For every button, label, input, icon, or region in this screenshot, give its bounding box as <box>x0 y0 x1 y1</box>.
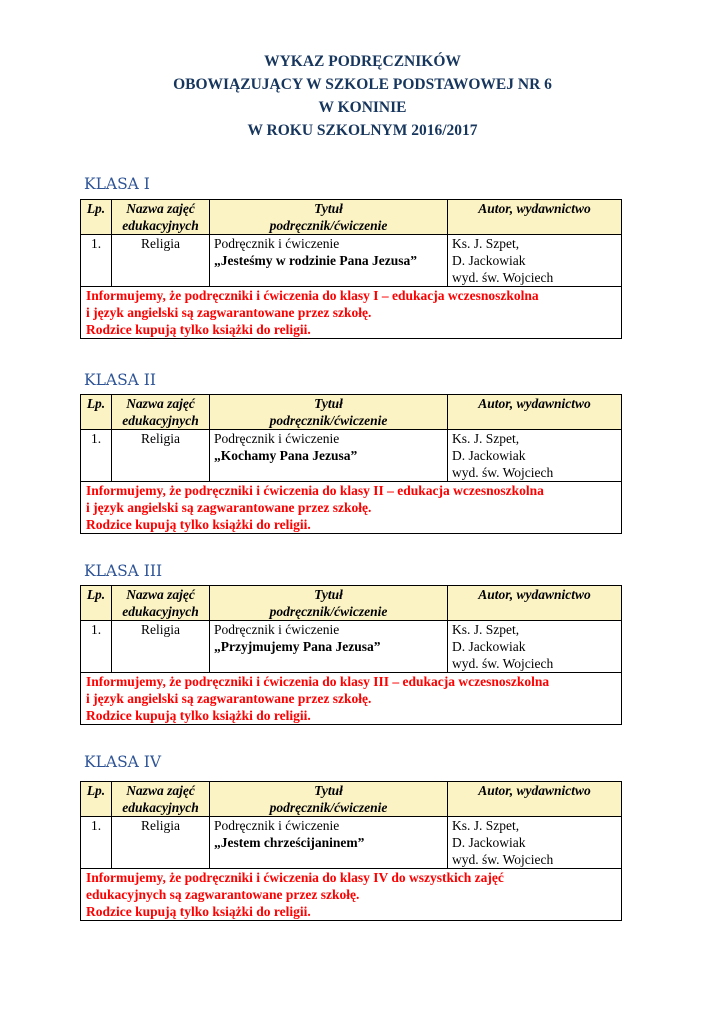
header-title-line: podręcznik/ćwiczenie <box>269 413 388 428</box>
header-lp-label: Lp. <box>86 201 106 216</box>
author-line: Ks. J. Szpet, <box>452 622 520 637</box>
cell-author <box>448 235 622 287</box>
header-subject <box>112 200 210 235</box>
book-title: „Jestem chrześcijaninem” <box>214 835 365 850</box>
title-line: W ROKU SZKOLNYM 2016/2017 <box>247 122 478 139</box>
table-row <box>81 621 622 673</box>
note-cell <box>81 287 622 339</box>
header-lp <box>81 200 112 235</box>
header-title-line: podręcznik/ćwiczenie <box>269 800 388 815</box>
title-line: OBOWIĄZUJĄCY W SZKOLE PODSTAWOWEJ NR 6 <box>173 76 552 93</box>
book-type: Podręcznik i ćwiczenie <box>214 431 340 446</box>
author-line: D. Jackowiak <box>452 253 526 268</box>
book-title: „Kochamy Pana Jezusa” <box>214 448 358 463</box>
header-lp-label: Lp. <box>86 396 106 411</box>
header-subject-line: edukacyjnych <box>122 413 199 428</box>
cell-book <box>210 430 448 482</box>
note-line: Rodzice kupują tylko książki do religii. <box>86 904 311 919</box>
textbook-table-klasa-1 <box>80 199 622 339</box>
note-line: Informujemy, że podręczniki i ćwiczenia do klasy II – edukacja wczesnoszkolna <box>86 483 544 498</box>
note-cell <box>81 673 622 725</box>
header-title-line: podręcznik/ćwiczenie <box>269 218 388 233</box>
note-row <box>81 287 622 339</box>
header-subject-line: edukacyjnych <box>122 604 199 619</box>
note-line: Informujemy, że podręczniki i ćwiczenia do klasy IV do wszystkich zajęć <box>86 870 504 885</box>
header-author-label: Autor, wydawnictwo <box>478 396 591 411</box>
note-line: i język angielski są zagwarantowane przez szkołę. <box>86 305 372 320</box>
publisher-line: wyd. św. Wojciech <box>452 656 554 671</box>
table-row <box>81 430 622 482</box>
header-lp-label: Lp. <box>86 783 106 798</box>
note-row <box>81 673 622 725</box>
header-lp <box>81 586 112 621</box>
header-title-line: Tytuł <box>314 396 343 411</box>
header-title <box>210 586 448 621</box>
cell-lp: 1. <box>81 817 112 869</box>
note-cell <box>81 482 622 534</box>
header-subject <box>112 395 210 430</box>
cell-subject: Religia <box>112 235 210 287</box>
table-row <box>81 235 622 287</box>
section-heading-klasa-4: KLASA IV <box>84 753 162 771</box>
table-row <box>81 817 622 869</box>
note-line: edukacyjnych są zagwarantowane przez szkołę. <box>86 887 360 902</box>
cell-subject: Religia <box>112 621 210 673</box>
header-author <box>448 395 622 430</box>
note-line: Rodzice kupują tylko książki do religii. <box>86 322 311 337</box>
cell-lp: 1. <box>81 430 112 482</box>
publisher-line: wyd. św. Wojciech <box>452 852 554 867</box>
header-lp-label: Lp. <box>86 587 106 602</box>
textbook-table-klasa-3 <box>80 585 622 725</box>
note-line: i język angielski są zagwarantowane przez szkołę. <box>86 691 372 706</box>
note-line: Informujemy, że podręczniki i ćwiczenia do klasy I – edukacja wczesnoszkolna <box>86 288 539 303</box>
note-line: i język angielski są zagwarantowane przez szkołę. <box>86 500 372 515</box>
document-title <box>0 50 725 142</box>
header-subject-line: Nazwa zajęć <box>126 783 195 798</box>
section-heading-klasa-3: KLASA III <box>84 562 163 580</box>
title-line: WYKAZ PODRĘCZNIKÓW <box>264 53 461 70</box>
header-title-line: Tytuł <box>314 201 343 216</box>
header-title <box>210 395 448 430</box>
header-subject-line: Nazwa zajęć <box>126 587 195 602</box>
book-type: Podręcznik i ćwiczenie <box>214 818 340 833</box>
header-subject-line: edukacyjnych <box>122 218 199 233</box>
title-line: W KONINIE <box>318 99 407 116</box>
publisher-line: wyd. św. Wojciech <box>452 270 554 285</box>
note-line: Informujemy, że podręczniki i ćwiczenia do klasy III – edukacja wczesnoszkolna <box>86 674 550 689</box>
table-header-row <box>81 200 622 235</box>
author-line: D. Jackowiak <box>452 835 526 850</box>
book-type: Podręcznik i ćwiczenie <box>214 236 340 251</box>
table-header-row <box>81 395 622 430</box>
cell-author <box>448 817 622 869</box>
author-line: D. Jackowiak <box>452 448 526 463</box>
header-lp <box>81 782 112 817</box>
header-title <box>210 782 448 817</box>
header-title <box>210 200 448 235</box>
header-author <box>448 782 622 817</box>
header-subject-line: edukacyjnych <box>122 800 199 815</box>
textbook-table-klasa-2 <box>80 394 622 534</box>
cell-book <box>210 621 448 673</box>
header-title-line: Tytuł <box>314 783 343 798</box>
header-subject-line: Nazwa zajęć <box>126 396 195 411</box>
cell-book <box>210 817 448 869</box>
cell-author <box>448 430 622 482</box>
book-title: „Jesteśmy w rodzinie Pana Jezusa” <box>214 253 417 268</box>
book-type: Podręcznik i ćwiczenie <box>214 622 340 637</box>
cell-lp: 1. <box>81 621 112 673</box>
textbook-table-klasa-4 <box>80 781 622 921</box>
header-author-label: Autor, wydawnictwo <box>478 783 591 798</box>
header-subject-line: Nazwa zajęć <box>126 201 195 216</box>
section-heading-klasa-2: KLASA II <box>84 371 157 389</box>
header-subject <box>112 782 210 817</box>
header-title-line: podręcznik/ćwiczenie <box>269 604 388 619</box>
header-lp <box>81 395 112 430</box>
cell-book <box>210 235 448 287</box>
header-author <box>448 586 622 621</box>
note-line: Rodzice kupują tylko książki do religii. <box>86 708 311 723</box>
header-author-label: Autor, wydawnictwo <box>478 587 591 602</box>
table-header-row <box>81 586 622 621</box>
cell-subject: Religia <box>112 817 210 869</box>
cell-lp: 1. <box>81 235 112 287</box>
header-title-line: Tytuł <box>314 587 343 602</box>
publisher-line: wyd. św. Wojciech <box>452 465 554 480</box>
note-line: Rodzice kupują tylko książki do religii. <box>86 517 311 532</box>
header-author <box>448 200 622 235</box>
cell-subject: Religia <box>112 430 210 482</box>
header-subject <box>112 586 210 621</box>
section-heading-klasa-1: KLASA I <box>84 175 150 193</box>
header-author-label: Autor, wydawnictwo <box>478 201 591 216</box>
note-row <box>81 869 622 921</box>
note-row <box>81 482 622 534</box>
note-cell <box>81 869 622 921</box>
author-line: Ks. J. Szpet, <box>452 818 520 833</box>
table-header-row <box>81 782 622 817</box>
author-line: D. Jackowiak <box>452 639 526 654</box>
author-line: Ks. J. Szpet, <box>452 236 520 251</box>
cell-author <box>448 621 622 673</box>
author-line: Ks. J. Szpet, <box>452 431 520 446</box>
book-title: „Przyjmujemy Pana Jezusa” <box>214 639 381 654</box>
